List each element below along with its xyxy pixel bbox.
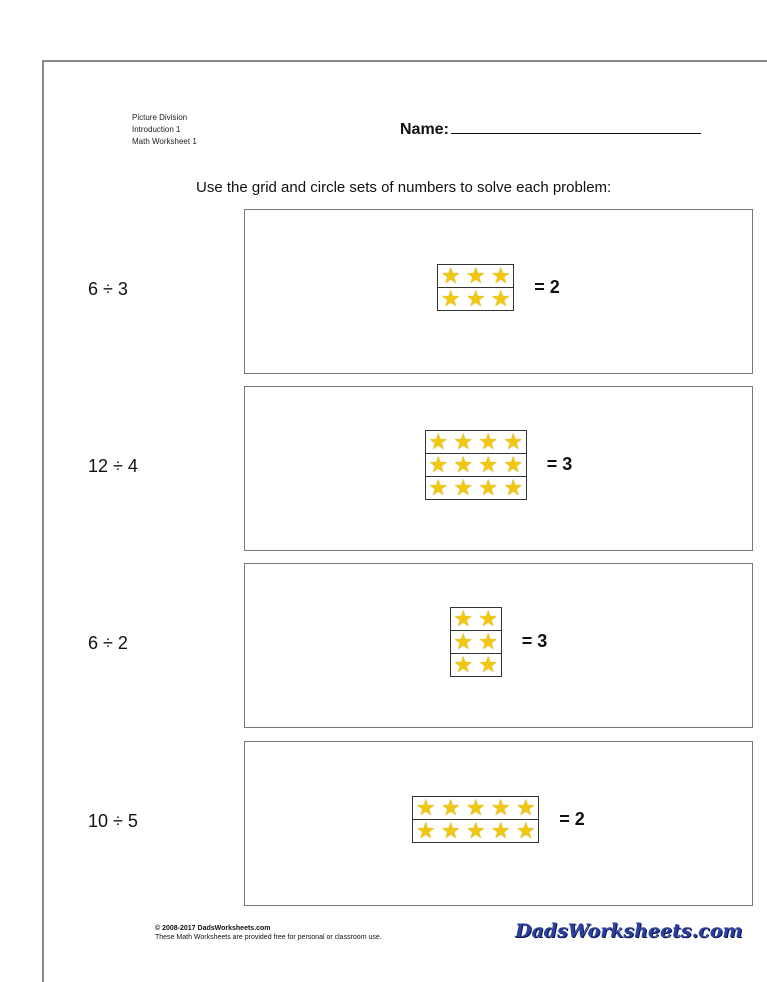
star-icon: ★	[453, 651, 474, 677]
star-icon: ★	[465, 286, 486, 311]
star-icon: ★	[465, 795, 486, 820]
star-grid-row	[451, 653, 501, 676]
star-grid-row	[413, 797, 538, 819]
star-icon: ★	[453, 628, 474, 654]
footer	[155, 924, 382, 942]
problem-label: 12 ÷ 4	[88, 456, 138, 476]
worksheet-meta	[132, 112, 197, 148]
star-icon: ★	[440, 818, 461, 843]
star-icon: ★	[503, 428, 524, 454]
star-grid	[437, 264, 514, 311]
star-icon: ★	[490, 795, 511, 820]
star-grid-row	[438, 265, 513, 287]
star-icon: ★	[428, 451, 449, 477]
star-grid-row	[438, 287, 513, 310]
meta-line: Introduction 1	[132, 125, 181, 134]
star-icon: ★	[453, 428, 474, 454]
meta-line: Math Worksheet 1	[132, 137, 197, 146]
star-icon: ★	[428, 428, 449, 454]
star-grid-row	[451, 630, 501, 653]
star-icon: ★	[490, 818, 511, 843]
star-icon: ★	[478, 605, 499, 631]
star-grid-row	[451, 605, 501, 631]
star-icon: ★	[453, 474, 474, 500]
star-icon: ★	[440, 795, 461, 820]
answer-text: = 2	[534, 277, 560, 297]
star-icon: ★	[465, 818, 486, 843]
answer-box[interactable]	[244, 209, 753, 374]
answer-text: = 3	[546, 454, 573, 474]
star-icon: ★	[440, 286, 461, 311]
star-icon: ★	[415, 795, 436, 820]
star-icon: ★	[515, 818, 536, 843]
instructions: Use the grid and circle sets of numbers to solve each problem:	[196, 179, 612, 196]
copyright: © 2008-2017 DadsWorksheets.com	[155, 925, 271, 932]
meta-line: Picture Division	[132, 113, 188, 122]
star-icon: ★	[453, 451, 474, 477]
star-icon: ★	[465, 263, 486, 288]
star-icon: ★	[478, 628, 499, 654]
problem-label: 6 ÷ 2	[88, 633, 128, 653]
star-grid-row	[426, 453, 526, 476]
star-grid	[425, 430, 527, 500]
name-field	[400, 121, 701, 139]
star-icon: ★	[478, 474, 499, 500]
star-icon: ★	[478, 651, 499, 677]
name-line	[451, 133, 701, 134]
star-grid-row	[426, 428, 526, 454]
answer-text: = 3	[521, 631, 548, 651]
problem-label: 10 ÷ 5	[88, 811, 138, 831]
problem-label: 6 ÷ 3	[88, 279, 128, 299]
star-icon: ★	[515, 795, 536, 820]
star-grid-row	[426, 476, 526, 499]
answer-box[interactable]	[244, 386, 753, 551]
star-icon: ★	[440, 263, 461, 288]
star-icon: ★	[503, 474, 524, 500]
star-icon: ★	[478, 428, 499, 454]
star-icon: ★	[428, 474, 449, 500]
star-icon: ★	[453, 605, 474, 631]
star-grid-row	[413, 819, 538, 842]
star-grid	[450, 607, 502, 677]
star-icon: ★	[503, 451, 524, 477]
answer-box[interactable]	[244, 741, 753, 906]
star-icon: ★	[415, 818, 436, 843]
logo: DadsWorksheets.com	[515, 920, 743, 942]
star-icon: ★	[490, 286, 511, 311]
answer-box[interactable]	[244, 563, 753, 728]
name-label: Name:	[400, 121, 449, 138]
star-icon: ★	[478, 451, 499, 477]
footer-note: These Math Worksheets are provided free for personal or classroom use.	[155, 934, 382, 941]
star-grid	[412, 796, 539, 843]
answer-text: = 2	[559, 809, 585, 829]
star-icon: ★	[490, 263, 511, 288]
